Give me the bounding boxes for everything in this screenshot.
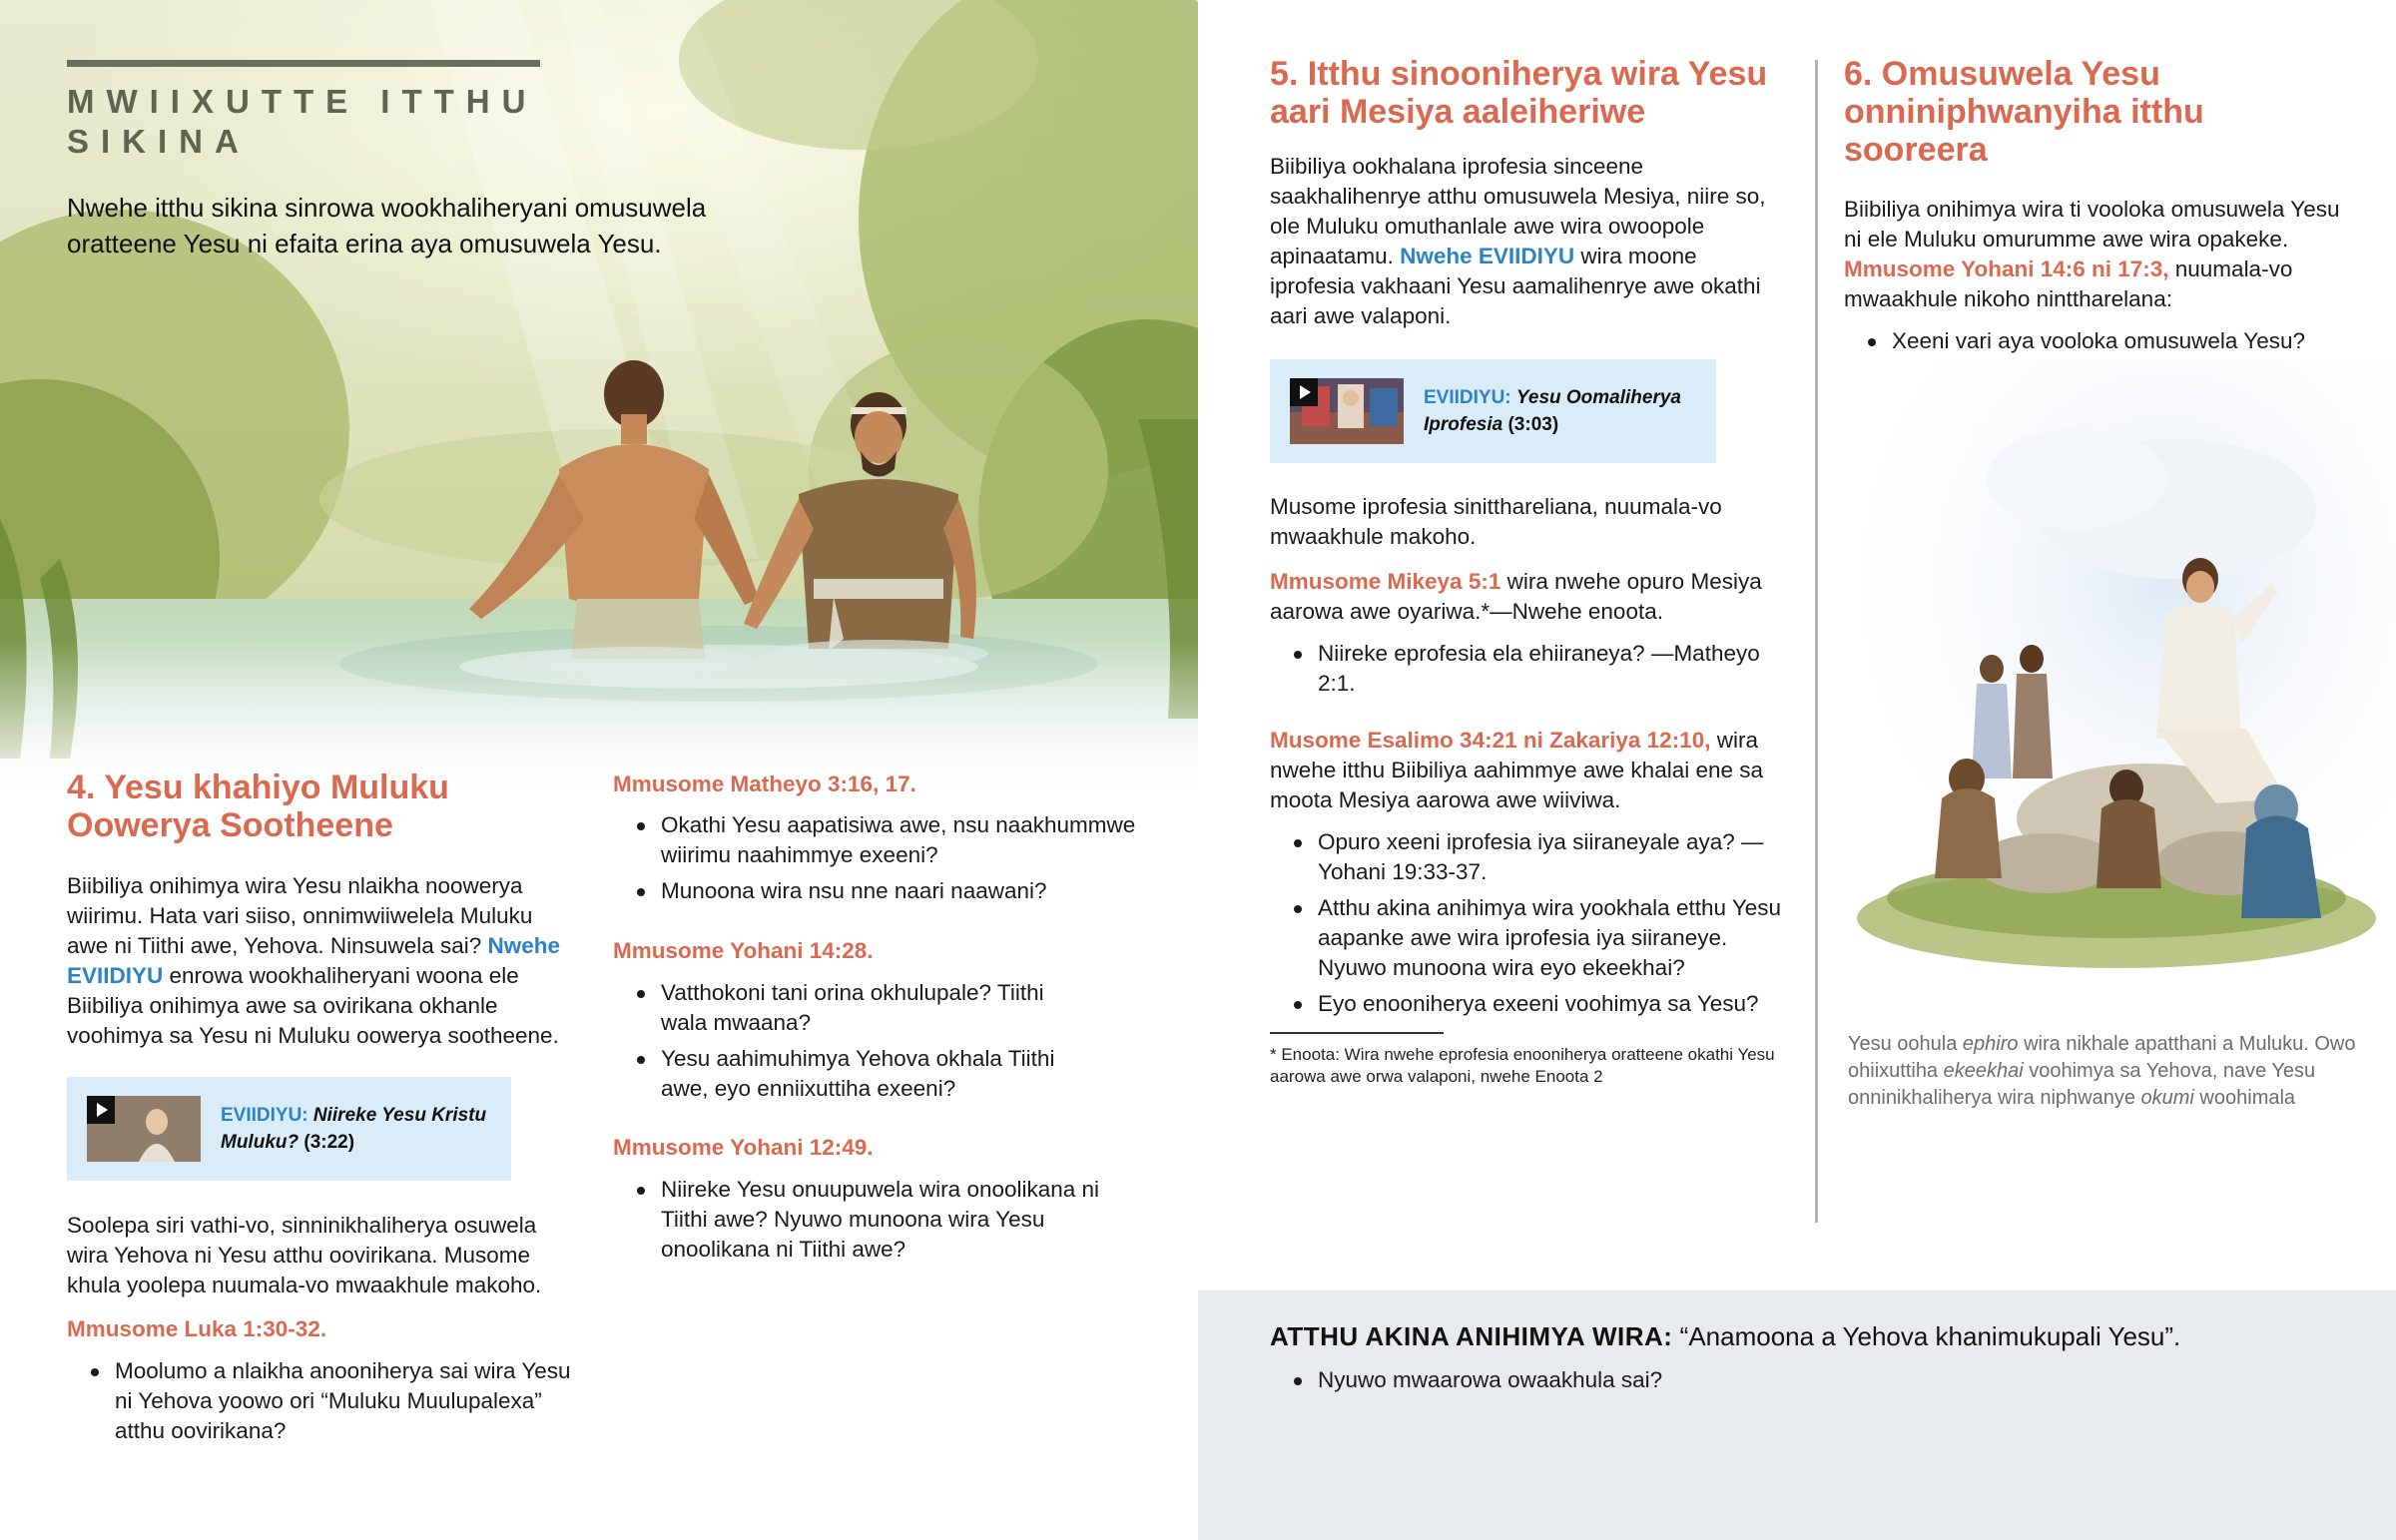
section-5-paragraph-text-end: wira moone iprofesia vakhaani Yesu aamalihenrye awe okathi aari awe valaponi. [1270,244,1761,328]
scripture-ref-matthew: Mmusome Matheyo 3:16, 17. [613,771,916,796]
section-4-title: 4. Yesu khahiyo Muluku Oowerya Sootheene [67,769,449,844]
caption-emphasis: ephiro [1962,1033,2019,1055]
section-4-instructions: Soolepa siri vathi-vo, sinninikhaliherya osuwela wira Yehova ni Yesu atthu oovirikana. Musome khula yoolepa nuumala-vo mwaakhule makoho. [67,1213,542,1297]
question-item: Munoona wira nsu nne naari naawani? [613,876,1152,906]
question-item: Yesu aahimuhimya Yehova okhala Tiithi awe, eyo enniixuttiha exeeni? [613,1044,1092,1104]
video-thumbnail[interactable] [1290,378,1404,444]
caption-text: voohimya sa Yehova, nave Yesu onninikhaliherya wira niphwanye [1848,1060,2316,1109]
watch-video-link[interactable]: Nwehe EVIIDIYU [1400,244,1575,268]
section-4-paragraph [67,871,576,1051]
video-duration: (3:22) [303,1132,355,1153]
caption-text: Yesu oohula [1848,1033,1963,1055]
section-5-title: 5. Itthu sinooniherya wira Yesu aari Mesiya aaleiheriwe [1270,55,1768,131]
video-title: Yesu Oomaliherya Iprofesia [1424,387,1681,435]
section-5-psalms [1270,726,1784,815]
summary-question-list [1270,1365,2168,1401]
section-5-micah [1270,567,1784,627]
video-thumbnail[interactable] [87,1096,201,1162]
summary-label: ATTHU AKINA ANIHIMYA WIRA: [1270,1321,1673,1351]
scripture-ref-micah: Mmusome Mikeya 5:1 [1270,569,1501,594]
question-item: Nyuwo mwaarowa owaakhula sai? [1270,1365,2168,1395]
question-item: Xeeni vari aya vooloka omusuwela Yesu? [1844,326,2363,356]
question-list-john-14-28 [613,978,1092,1110]
video-label [1424,384,1696,438]
scripture-ref-psalms-zechariah: Musome Esalimo 34:21 ni Zakariya 12:10, [1270,728,1711,753]
scripture-ref-micah-text: wira nwehe opuro Mesiya aarowa awe oyariwa.*—Nwehe enoota. [1270,569,1762,624]
question-item: Okathi Yesu aapatisiwa awe, nsu naakhummwe wiirimu naahimmye exeeni? [613,810,1152,870]
section-5-paragraph-text: Biibiliya ookhalana iprofesia sinceene saakhalihenrye atthu omusuwela Mesiya, niire so, ole Muluku omuthanlale awe wira owoopole apinaatamu. [1270,154,1766,268]
play-icon[interactable] [1290,378,1318,406]
video-card-prophecies[interactable] [1270,359,1716,463]
question-item: Eyo enooniherya exeeni voohimya sa Yesu? [1270,989,1794,1019]
section-4-paragraph-text: Biibiliya onihimya wira Yesu nlaikha noowerya wiirimu. Hata vari siiso, onnimwiiwelela Muluku awe ni Tiithi awe, Yehova. Ninsuwela sai? [67,873,533,958]
caption-emphasis: ekeekhai [1943,1060,2024,1082]
scripture-ref-luke: Mmusome Luka 1:30-32. [67,1316,327,1341]
question-item: Vatthokoni tani orina okhulupale? Tiithi wala mwaana? [613,978,1092,1038]
illustration-caption [1848,1031,2357,1112]
question-item: Atthu akina anihimya wira yookhala etthu Yesu aapanke awe wira iprofesia iya siiraneye. Nyuwo munoona wira eyo ekeekhai? [1270,893,1794,983]
question-list-micah [1270,639,1769,705]
question-item: Moolumo a nlaikha anooniherya sai wira Yesu ni Yehova yoowo ori “Muluku Muulupalexa” atthu oovirikana? [67,1356,576,1446]
video-duration: (3:03) [1507,414,1559,435]
watch-video-link[interactable]: Nwehe EVIIDIYU [67,933,561,988]
intro-text: Nwehe itthu sikina sinrowa wookhaliheryani omusuwela oratteene Yesu ni efaita erina aya omusuwela Yesu. [67,193,707,258]
section-6-paragraph-text-end: nuumala-vo mwaakhule nikoho ninttharelana: [1844,257,2293,311]
caption-text: woohimala [2193,1087,2296,1109]
footnote-rule [1270,1032,1444,1034]
intro-heading: MWIIXUTTE ITTHU SIKINA [67,83,538,160]
video-tag: EVIIDIYU: [221,1105,308,1126]
summary-quote: “Anamoona a Yehova khanimukupali Yesu”. [1672,1321,2181,1351]
section-6-title: 6. Omusuwela Yesu onniniphwanyiha itthu sooreera [1844,55,2204,169]
play-icon[interactable] [87,1096,115,1124]
jesus-teaching-scene [1817,359,2396,998]
caption-text: wira nikhale apatthani a Muluku. Owo ohiixuttiha [1848,1033,2356,1082]
summary-statement [1270,1319,2368,1353]
section-4-paragraph-text-end: enrowa wookhaliheryani woona ele Biibiliya onihimya awe sa ovirikana okhanle voohimya sa Yesu ni Muluku oowerya sootheene. [67,963,559,1048]
scripture-ref-john-14-28: Mmusome Yohani 14:28. [613,938,874,963]
question-list-john-12-49 [613,1175,1112,1271]
question-list-psalms [1270,827,1794,1025]
section-6-paragraph-text: Biibiliya onihimya wira ti vooloka omusuwela Yesu ni ele Muluku omurumme awe wira opakeke. [1844,197,2340,252]
video-label [221,1102,491,1156]
question-item: Niireke Yesu onuupuwela wira onoolikana ni Tiithi awe? Nyuwo munoona wira Yesu onoolikana ni Tiithi awe? [613,1175,1112,1265]
scripture-ref-john-14-6: Mmusome Yohani 14:6 ni 17:3, [1844,257,2169,281]
intro-rule [67,60,540,67]
question-list-matthew [613,810,1152,912]
video-title: Niireke Yesu Kristu Muluku? [221,1105,487,1153]
scripture-ref-john-12-49: Mmusome Yohani 12:49. [613,1135,874,1160]
caption-emphasis: okumi [2140,1087,2194,1109]
video-card-is-jesus-god[interactable] [67,1077,511,1181]
video-tag: EVIIDIYU: [1424,387,1511,408]
section-6-paragraph [1844,195,2343,314]
footnote: * Enoota: Wira nwehe eprofesia enooniherya oratteene okathi Yesu aarowa awe orwa valaponi, nwehe Enoota 2 [1270,1045,1775,1086]
section-5-instructions: Musome iprofesia sinitthareliana, nuumala-vo mwaakhule makoho. [1270,494,1722,549]
section-5-paragraph [1270,152,1784,331]
teaching-illustration [1817,359,2396,998]
scripture-ref-psalms-text: wira nwehe itthu Biibiliya aahimmye awe khalai ene sa moota Mesiya aarowa awe wiiviwa. [1270,728,1764,812]
question-item: Opuro xeeni iprofesia iya siiraneyale aya? —Yohani 19:33-37. [1270,827,1794,887]
question-list-luke [67,1356,576,1452]
question-list-section-6 [1844,326,2363,362]
question-item: Niireke eprofesia ela ehiiraneya? —Matheyo 2:1. [1270,639,1769,699]
